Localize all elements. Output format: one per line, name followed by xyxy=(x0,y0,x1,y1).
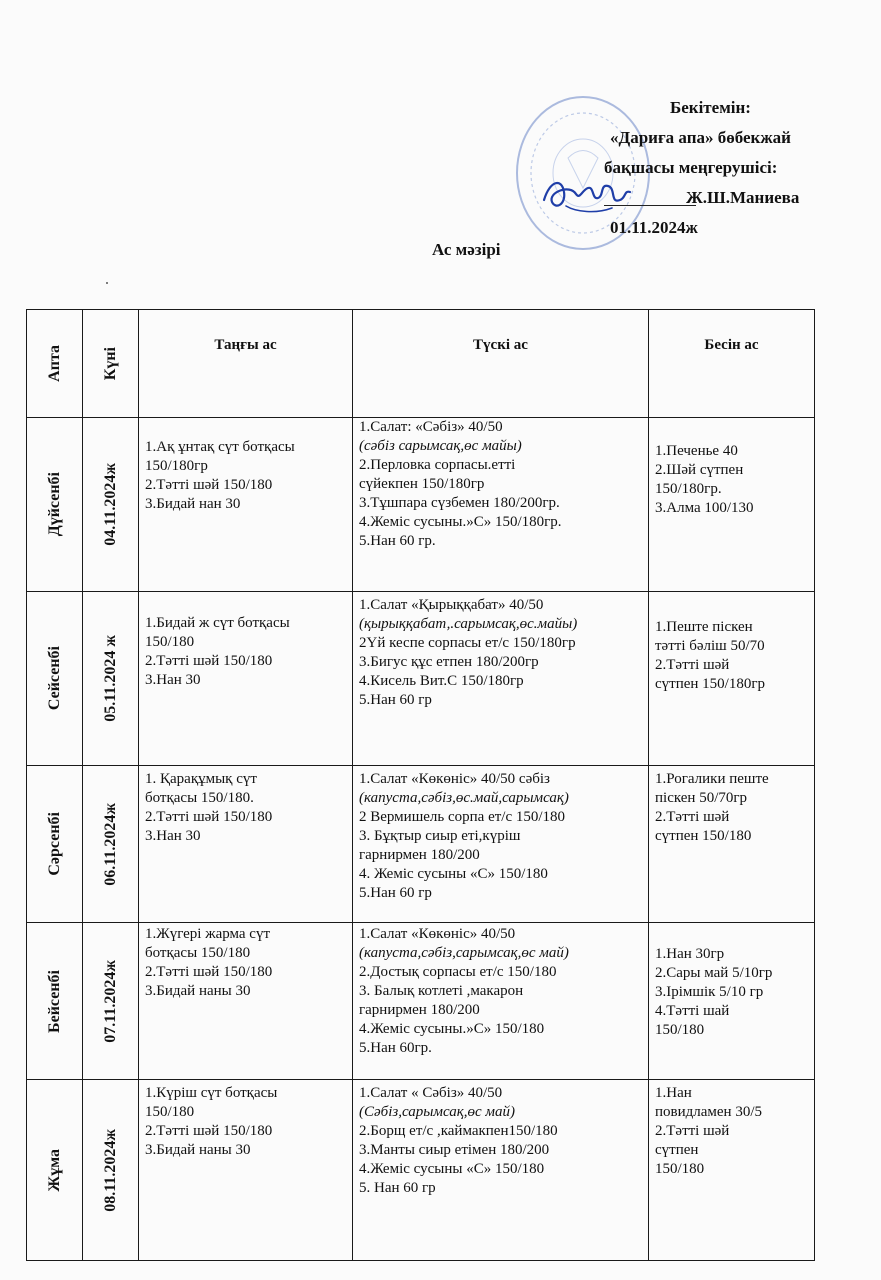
breakfast-cell: 1.Бидай ж сүт ботқасы 150/180 2.Тәтті шәй 150/180 3.Нан 30 xyxy=(139,592,353,766)
breakfast-cell: 1.Ақ ұнтақ сүт ботқасы 150/180гр 2.Тәтті шәй 150/180 3.Бидай нан 30 xyxy=(139,418,353,592)
table-row xyxy=(27,766,815,923)
header-lunch: Түскі ас xyxy=(353,310,649,418)
approval-date: 01.11.2024ж xyxy=(610,218,698,237)
date-cell: 08.11.2024ж xyxy=(83,1080,139,1261)
lunch-cell: 1.Салат «Қырыққабат» 40/50 (қырыққабат,.сарымсақ,өс.майы) 2Үй кеспе сорпасы ет/с 150/180гр 3.Бигус құс етпен 180/200гр 4.Кисель Вит.С 150/180гр 5.Нан 60 гр xyxy=(353,592,649,766)
snack-cell: 1.Нан 30гр 2.Сары май 5/10гр 3.Ірімшік 5/10 гр 4.Тәтті шай 150/180 xyxy=(649,923,815,1080)
table-row xyxy=(27,923,815,1080)
lunch-cell: 1.Салат: «Сәбіз» 40/50 (сәбіз сарымсақ,өс майы) 2.Перловка сорпасы.етті сүйекпен 150/180гр 3.Тұшпара сүзбемен 180/200гр. 4.Жеміс сусыны.»С» 150/180гр. 5.Нан 60 гр. xyxy=(353,418,649,592)
breakfast-cell: 1.Күріш сүт ботқасы 150/180 2.Тәтті шәй 150/180 3.Бидай наны 30 xyxy=(139,1080,353,1261)
lunch-cell: 1.Салат «Көкөніс» 40/50 сәбіз (капуста,сәбіз,өс.май,сарымсақ) 2 Вермишель сорпа ет/с 150/180 3. Бұқтыр сиыр еті,күріш гарнирмен 180/200 4. Жеміс сусыны «С» 150/180 5.Нан 60 гр xyxy=(353,766,649,923)
approval-name: Ж.Ш.Маниева xyxy=(686,188,800,207)
header-week: Апта xyxy=(27,310,83,418)
header-day: Күні xyxy=(83,310,139,418)
approval-kindergarten: «Дариға апа» бөбекжай xyxy=(610,128,791,147)
table-row xyxy=(27,592,815,766)
breakfast-cell: 1.Жүгері жарма сүт ботқасы 150/180 2.Тәтті шәй 150/180 3.Бидай наны 30 xyxy=(139,923,353,1080)
snack-cell: 1.Нан повидламен 30/5 2.Тәтті шәй сүтпен 150/180 xyxy=(649,1080,815,1261)
table-row xyxy=(27,1080,815,1261)
header-row xyxy=(27,310,815,418)
page-title: Ас мәзірі xyxy=(432,240,501,259)
lunch-cell: 1.Салат «Көкөніс» 40/50 (капуста,сәбіз,сарымсақ,өс май) 2.Достық сорпасы ет/с 150/180 3. Балық котлеті ,макарон гарнирмен 180/200 4.Жеміс сусыны.»С» 150/180 5.Нан 60гр. xyxy=(353,923,649,1080)
snack-cell: 1.Печенье 40 2.Шәй сүтпен 150/180гр. 3.Алма 100/130 xyxy=(649,418,815,592)
stray-dot xyxy=(106,282,108,284)
approval-position: бақшасы меңгерушісі: xyxy=(604,158,778,177)
approval-heading: Бекітемін: xyxy=(670,98,751,117)
breakfast-cell: 1. Қарақұмық сүт ботқасы 150/180. 2.Тәтті шәй 150/180 3.Нан 30 xyxy=(139,766,353,923)
weekday-cell: Бейсенбі xyxy=(27,923,83,1080)
date-cell: 07.11.2024ж xyxy=(83,923,139,1080)
date-cell: 05.11.2024 ж xyxy=(83,592,139,766)
weekday-cell: Сейсенбі xyxy=(27,592,83,766)
header-snack: Бесін ас xyxy=(649,310,815,418)
weekday-cell: Сәрсенбі xyxy=(27,766,83,923)
weekday-cell: Жұма xyxy=(27,1080,83,1261)
snack-cell: 1.Пеште піскен тәтті бәліш 50/70 2.Тәтті шәй сүтпен 150/180гр xyxy=(649,592,815,766)
lunch-cell: 1.Салат « Сәбіз» 40/50 (Сәбіз,сарымсақ,өс май) 2.Борщ ет/с ,каймакпен150/180 3.Манты сиыр етімен 180/200 4.Жеміс сусыны «С» 150/180 5. Нан 60 гр xyxy=(353,1080,649,1261)
menu-table xyxy=(26,309,815,1261)
table-row xyxy=(27,418,815,592)
date-cell: 06.11.2024ж xyxy=(83,766,139,923)
approval-block xyxy=(604,93,854,243)
snack-cell: 1.Рогалики пеште піскен 50/70гр 2.Тәтті шәй сүтпен 150/180 xyxy=(649,766,815,923)
date-cell: 04.11.2024ж xyxy=(83,418,139,592)
header-breakfast: Таңғы ас xyxy=(139,310,353,418)
weekday-cell: Дүйсенбі xyxy=(27,418,83,592)
